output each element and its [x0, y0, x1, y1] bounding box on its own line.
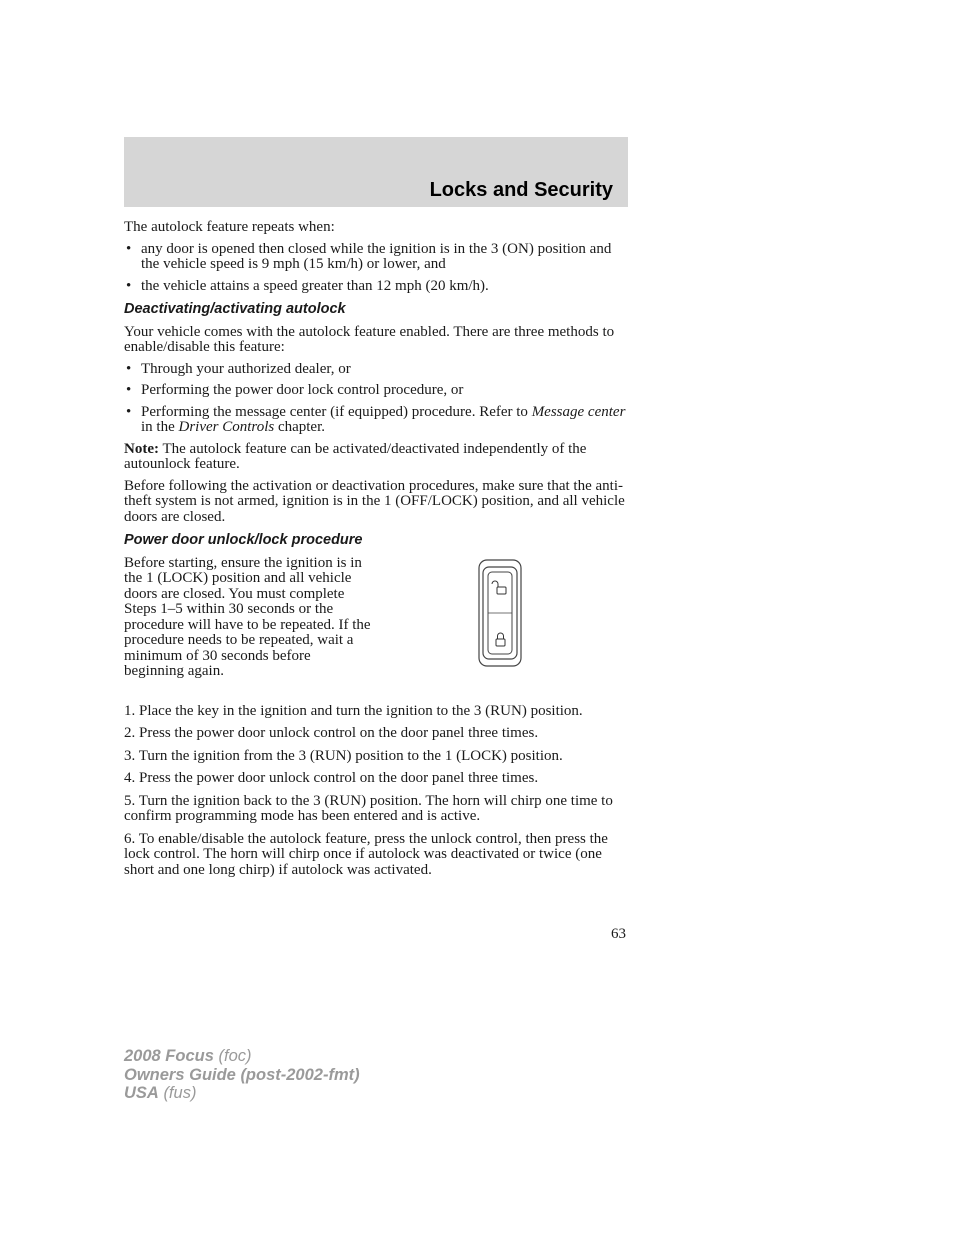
list-item: • any door is opened then closed while the ignition is in the 3 (ON) position and the vehicle speed is 9 mph (15 km/h) or lower, and	[124, 242, 628, 273]
list-item	[124, 405, 628, 436]
precondition-text: Before following the activation or deactivation procedures, make sure that the anti-theft system is not armed, ignition is in the 1 (OFF/LOCK) position, and all vehicle doors are closed.	[124, 477, 625, 525]
bullet-text: in the	[141, 419, 175, 435]
procedure-steps	[124, 704, 628, 879]
lock-icon	[496, 633, 505, 646]
footer-guide: Owners Guide (post-2002-fmt)	[124, 1065, 360, 1084]
intro-text: The autolock feature repeats when:	[124, 219, 335, 235]
section-title: Locks and Security	[429, 179, 613, 201]
footer-market: USA	[124, 1084, 159, 1102]
repeat-conditions-list	[124, 242, 628, 295]
procedure-step: 4. Press the power door unlock control on the door panel three times.	[124, 770, 539, 786]
driver-controls-reference: Driver Controls	[178, 419, 275, 435]
autolock-body-text: Your vehicle comes with the autolock feature enabled. There are three methods to enable/disable this feature:	[124, 323, 615, 355]
list-item: • Performing the power door lock control procedure, or	[124, 383, 628, 399]
procedure-step: 3. Turn the ignition from the 3 (RUN) position to the 1 (LOCK) position.	[124, 747, 563, 764]
note-text: The autolock feature can be activated/deactivated independently of the autounlock feature.	[124, 440, 587, 472]
footer-line-model	[124, 1047, 360, 1066]
section-header-band	[124, 137, 628, 207]
page-number: 63	[611, 926, 626, 942]
list-item: • Through your authorized dealer, or	[124, 362, 628, 378]
message-center-reference: Message center	[531, 403, 626, 420]
list-item: • the vehicle attains a speed greater than 12 mph (20 km/h).	[124, 279, 628, 295]
footer-line-market	[124, 1084, 360, 1103]
procedure-step: 1. Place the key in the ignition and turn the ignition to the 3 (RUN) position.	[124, 702, 583, 719]
procedure-step: 5. Turn the ignition back to the 3 (RUN) position. The horn will chirp one time to confirm programming mode has been entered and is active.	[124, 792, 613, 824]
subheading-deactivating-autolock: Deactivating/activating autolock	[124, 301, 346, 317]
bullet-text: chapter.	[277, 419, 326, 435]
footer-model: 2008 Focus	[124, 1047, 214, 1065]
unlock-icon	[492, 581, 506, 594]
procedure-step: 6. To enable/disable the autolock feature, press the unlock control, then press the lock control. The horn will chirp once if autolock was deactivated or twice (one short and one long chirp) if autolock was activated.	[124, 830, 608, 878]
footer-market-code: (fus)	[163, 1084, 197, 1102]
procedure-step: 2. Press the power door unlock control on the door panel three times.	[124, 725, 539, 741]
door-lock-switch-illustration	[478, 559, 522, 667]
footer-line-guide	[124, 1066, 360, 1085]
note-paragraph	[124, 442, 628, 473]
methods-list	[124, 362, 628, 436]
note-label: Note:	[124, 440, 159, 457]
bullet-text: Performing the message center (if equipped) procedure. Refer to	[141, 403, 528, 420]
footer-model-code: (foc)	[218, 1047, 252, 1065]
page-content	[124, 220, 628, 885]
subheading-power-door-procedure: Power door unlock/lock procedure	[124, 532, 363, 548]
procedure-intro-block	[124, 556, 628, 698]
document-footer	[124, 1047, 360, 1103]
procedure-intro-text: Before starting, ensure the ignition is in the 1 (LOCK) position and all vehicle doors are closed. You must complete Steps 1–5 within 30 seconds or the procedure will have to be repeated. If the procedure needs to be repeated, wait a minimum of 30 seconds before beginning again.	[124, 554, 371, 679]
